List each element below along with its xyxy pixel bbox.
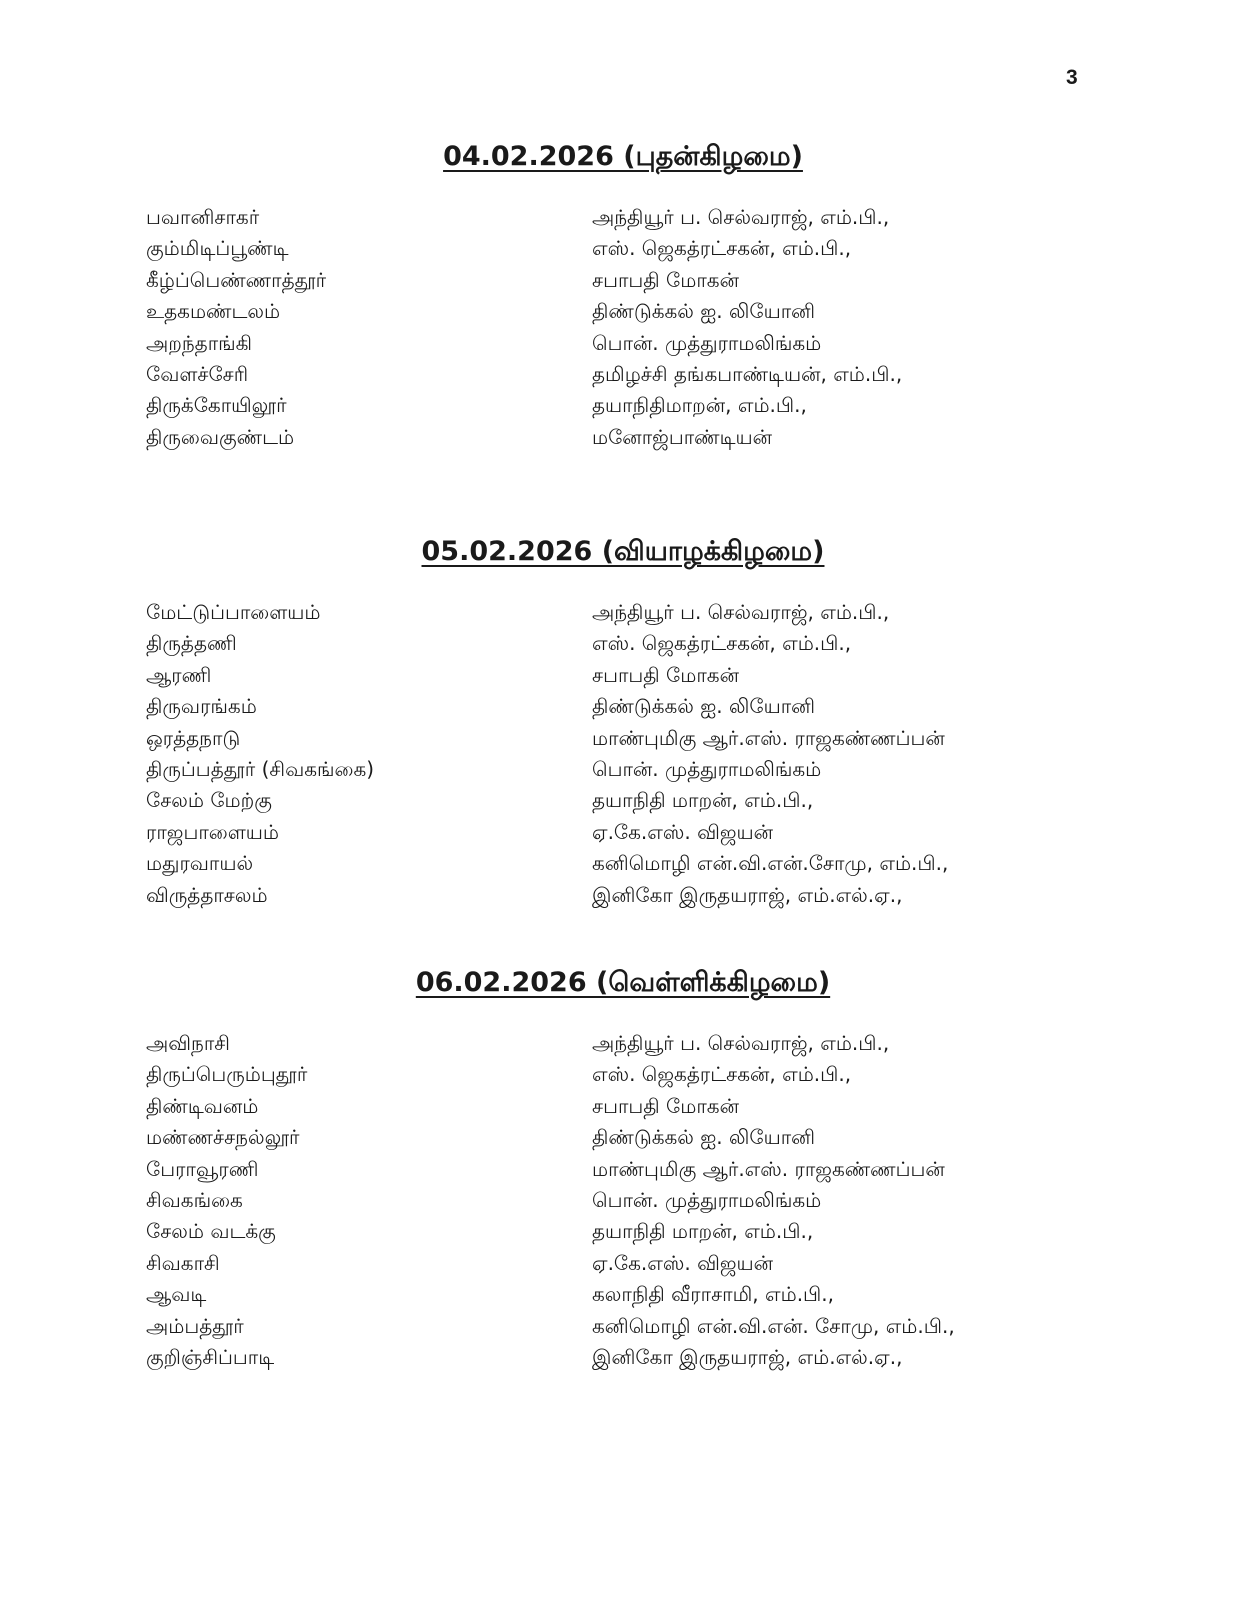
section-heading: 06.02.2026 (வெள்ளிக்கிழமை) [415, 967, 831, 998]
constituency-name: மேட்டுப்பாளையம் [146, 600, 321, 624]
schedule-row [146, 390, 1086, 421]
section-heading: 04.02.2026 (புதன்கிழமை) [443, 141, 803, 172]
constituency-name: ராஜபாளையம் [146, 819, 280, 844]
constituency-name: திருப்பெரும்புதூர் [146, 1062, 308, 1087]
speaker-name: சபாபதி மோகன் [592, 662, 739, 687]
schedule-row [146, 1154, 1086, 1185]
schedule-row [146, 1059, 1086, 1090]
schedule-row [146, 1248, 1086, 1279]
constituency-name: சேலம் மேற்கு [146, 788, 272, 813]
schedule-row [146, 660, 1086, 691]
constituency-name: ஆரணி [146, 662, 212, 687]
schedule-row [146, 1028, 1086, 1059]
speaker-name: திண்டுக்கல் ஐ. லியோனி [592, 694, 816, 719]
schedule-section [0, 963, 1236, 1369]
constituency-name: ஆவடி [146, 1282, 207, 1307]
page-number: 3 [1066, 66, 1078, 89]
schedule-section [0, 137, 1236, 449]
constituency-name: அறந்தாங்கி [146, 330, 253, 355]
constituency-name: மண்ணச்சநல்லூர் [146, 1125, 300, 1150]
speaker-name: கனிமொழி என்.வி.என்.சோமு, எம்.பி., [592, 851, 949, 876]
speaker-name: எஸ். ஜெகத்ரட்சகன், எம்.பி., [592, 631, 852, 656]
schedule-row [146, 328, 1086, 359]
speaker-name: பொன். முத்துராமலிங்கம் [592, 330, 822, 355]
schedule-row [146, 1091, 1086, 1122]
schedule-row [146, 1122, 1086, 1153]
constituency-name: சேலம் வடக்கு [146, 1219, 276, 1244]
speaker-name: இனிகோ இருதயராஜ், எம்.எல்.ஏ., [592, 882, 903, 907]
speaker-name: மாண்புமிகு ஆர்.எஸ். ராஜகண்ணப்பன் [592, 725, 945, 750]
constituency-name: பவானிசாகர் [146, 205, 260, 229]
constituency-name: விருத்தாசலம் [146, 882, 268, 907]
speaker-name: திண்டுக்கல் ஐ. லியோனி [592, 299, 816, 324]
speaker-name: தயாநிதி மாறன், எம்.பி., [592, 788, 814, 813]
speaker-name: மனோஜ்பாண்டியன் [592, 424, 773, 449]
speaker-name: அந்தியூர் ப. செல்வராஜ், எம்.பி., [592, 205, 890, 229]
constituency-name: பேராவூரணி [146, 1156, 259, 1181]
constituency-name: திருத்தணி [146, 631, 237, 656]
constituency-name: திருவரங்கம் [146, 694, 257, 719]
schedule-row [146, 1185, 1086, 1216]
schedule-row [146, 422, 1086, 453]
speaker-name: தயாநிதிமாறன், எம்.பி., [592, 393, 807, 418]
constituency-name: அவிநாசி [146, 1031, 230, 1055]
schedule-row [146, 1216, 1086, 1247]
constituency-name: சிவகாசி [146, 1250, 220, 1275]
schedule-row [146, 202, 1086, 233]
schedule-row [146, 265, 1086, 296]
schedule-row [146, 628, 1086, 659]
speaker-name: கலாநிதி வீராசாமி, எம்.பி., [592, 1282, 835, 1307]
speaker-name: எஸ். ஜெகத்ரட்சகன், எம்.பி., [592, 236, 852, 261]
schedule-row [146, 754, 1086, 785]
speaker-name: ஏ.கே.எஸ். விஜயன் [592, 1250, 774, 1275]
speaker-name: திண்டுக்கல் ஐ. லியோனி [592, 1125, 816, 1150]
constituency-name: மதுரவாயல் [146, 851, 254, 876]
constituency-name: குறிஞ்சிப்பாடி [146, 1344, 275, 1369]
speaker-name: பொன். முத்துராமலிங்கம் [592, 756, 822, 781]
schedule-list [146, 597, 1086, 911]
constituency-name: திருக்கோயிலூர் [146, 393, 287, 418]
speaker-name: இனிகோ இருதயராஜ், எம்.எல்.ஏ., [592, 1344, 903, 1369]
speaker-name: சபாபதி மோகன் [592, 1093, 739, 1118]
schedule-row [146, 233, 1086, 264]
schedule-row [146, 785, 1086, 816]
schedule-row [146, 723, 1086, 754]
constituency-name: ஒரத்தநாடு [146, 725, 241, 750]
schedule-row [146, 1342, 1086, 1373]
constituency-name: திருப்பத்தூர் (சிவகங்கை) [146, 756, 375, 781]
schedule-row [146, 691, 1086, 722]
constituency-name: வேளச்சேரி [146, 361, 249, 386]
constituency-name: கும்மிடிப்பூண்டி [146, 236, 289, 261]
speaker-name: பொன். முத்துராமலிங்கம் [592, 1187, 822, 1212]
constituency-name: அம்பத்தூர் [146, 1313, 244, 1338]
speaker-name: அந்தியூர் ப. செல்வராஜ், எம்.பி., [592, 1031, 890, 1055]
schedule-row [146, 848, 1086, 879]
speaker-name: கனிமொழி என்.வி.என். சோமு, எம்.பி., [592, 1313, 955, 1338]
constituency-name: சிவகங்கை [146, 1187, 243, 1212]
schedule-row [146, 817, 1086, 848]
speaker-name: தமிழச்சி தங்கபாண்டியன், எம்.பி., [592, 361, 903, 386]
schedule-row [146, 1311, 1086, 1342]
speaker-name: சபாபதி மோகன் [592, 267, 739, 292]
constituency-name: திருவைகுண்டம் [146, 424, 295, 449]
schedule-list [146, 1028, 1086, 1373]
schedule-row [146, 359, 1086, 390]
schedule-row [146, 1279, 1086, 1310]
section-heading: 05.02.2026 (வியாழக்கிழமை) [421, 536, 825, 567]
speaker-name: மாண்புமிகு ஆர்.எஸ். ராஜகண்ணப்பன் [592, 1156, 945, 1181]
schedule-section [0, 532, 1236, 907]
constituency-name: கீழ்ப்பெண்ணாத்தூர் [146, 267, 327, 292]
schedule-row [146, 296, 1086, 327]
schedule-list [146, 202, 1086, 453]
speaker-name: ஏ.கே.எஸ். விஜயன் [592, 819, 774, 844]
constituency-name: உதகமண்டலம் [146, 299, 281, 324]
speaker-name: அந்தியூர் ப. செல்வராஜ், எம்.பி., [592, 600, 890, 624]
schedule-row [146, 597, 1086, 628]
schedule-row [146, 880, 1086, 911]
speaker-name: தயாநிதி மாறன், எம்.பி., [592, 1219, 814, 1244]
speaker-name: எஸ். ஜெகத்ரட்சகன், எம்.பி., [592, 1062, 852, 1087]
constituency-name: திண்டிவனம் [146, 1093, 259, 1118]
